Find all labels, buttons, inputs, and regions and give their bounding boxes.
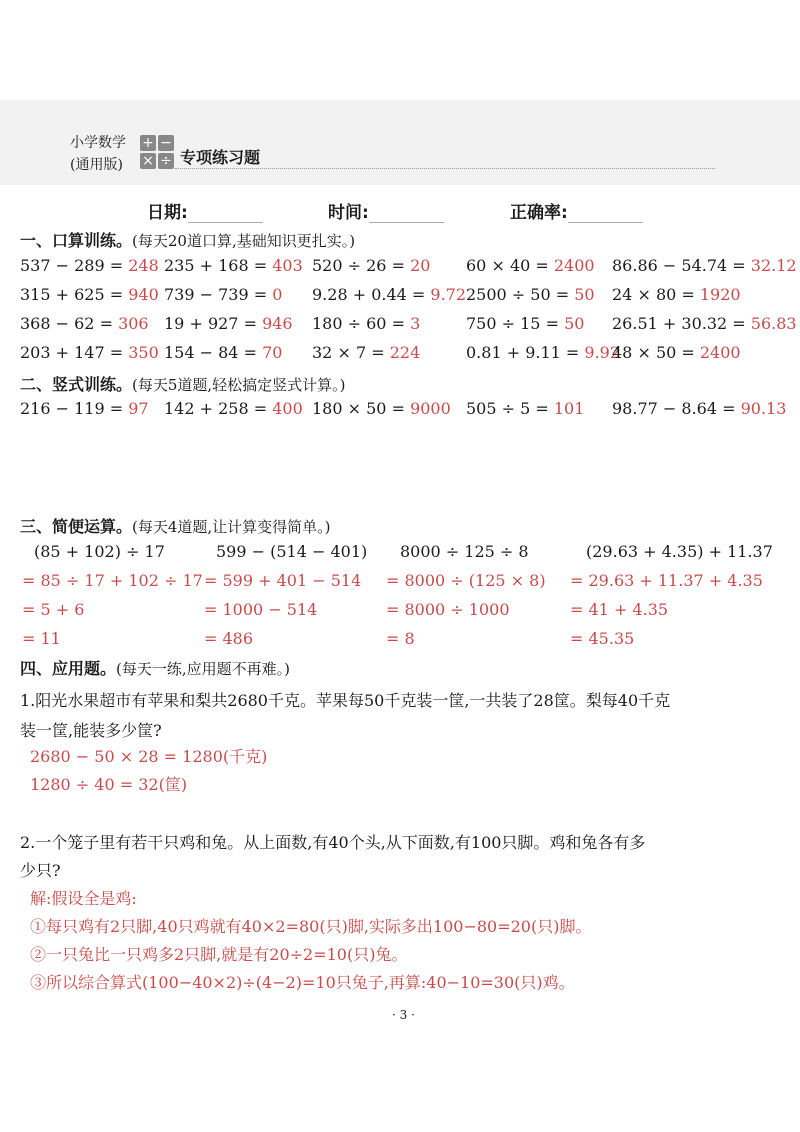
oral-equation-1-1: [164, 285, 282, 304]
oral-equation-2-4: [612, 314, 797, 333]
accuracy-label: 正确率:: [510, 203, 568, 223]
simplify-step-1-0: = 599 + 401 − 514: [204, 571, 362, 590]
simplify-question-1: 599 − (514 − 401): [216, 542, 368, 561]
section-simplify-title: 三、简便运算。(每天4道题,让计算变得简单。): [20, 517, 331, 536]
oral-equation-3-4-answer: 2400: [699, 343, 741, 362]
vertical-equation-4-answer: 90.13: [740, 399, 787, 418]
oral-equation-3-3: [466, 343, 620, 362]
date-label: 日期:: [147, 203, 188, 223]
simplify-step-3-0: = 29.63 + 11.37 + 4.35: [570, 571, 763, 590]
simplify-step-2-1: = 8000 ÷ 1000: [386, 600, 510, 619]
oral-equation-1-0-question: 315 + 625 =: [20, 285, 129, 304]
simplify-question-0: (85 + 102) ÷ 17: [34, 542, 165, 561]
oral-equation-1-0: [20, 285, 159, 304]
simplify-step-3-2: = 45.35: [570, 629, 635, 648]
header-dotted-rule: [175, 168, 715, 169]
divide-icon: ÷: [158, 153, 174, 169]
problem2-solution-2: ①每只鸡有2只脚,40只鸡就有40×2=80(只)脚,实际多出100−80=20(只)脚。: [30, 917, 592, 936]
simplify-question-3: (29.63 + 4.35) + 11.37: [586, 542, 773, 561]
oral-equation-2-0-question: 368 − 62 =: [20, 314, 119, 333]
page-number: · 3 ·: [392, 1008, 415, 1022]
problem1-line2: 装一筐,能装多少筐?: [20, 721, 162, 740]
oral-equation-1-4-question: 24 × 80 =: [612, 285, 700, 304]
problem1-solution-2: 1280 ÷ 40 = 32(筐): [30, 775, 188, 794]
section-vertical-note: (每天5道题,轻松搞定竖式计算。): [132, 376, 346, 394]
oral-equation-1-2-answer: 9.72: [430, 285, 467, 304]
oral-equation-0-2-answer: 20: [410, 256, 431, 275]
problem1-solution-1: 2680 − 50 × 28 = 1280(千克): [30, 747, 268, 766]
oral-equation-2-2-answer: 3: [410, 314, 421, 333]
problem2-solution-4: ③所以综合算式(100−40×2)÷(4−2)=10只兔子,再算:40−10=30(只)鸡。: [30, 973, 575, 992]
date-blank: [188, 206, 263, 223]
oral-equation-2-0-answer: 306: [118, 314, 149, 333]
book-title: [70, 132, 126, 176]
section-oral-note: (每天20道口算,基础知识更扎实。): [132, 232, 356, 250]
oral-equation-1-1-answer: 0: [272, 285, 283, 304]
oral-equation-3-2: [312, 343, 420, 362]
problem1-line1: 1.阳光水果超市有苹果和梨共2680千克。苹果每50千克装一筐,一共装了28筐。梨每40千克: [20, 691, 671, 710]
oral-equation-2-4-question: 26.51 + 30.32 =: [612, 314, 751, 333]
oral-equation-2-1-question: 19 + 927 =: [164, 314, 263, 333]
oral-equation-0-4-answer: 32.12: [750, 256, 797, 275]
simplify-step-0-1: = 5 + 6: [22, 600, 85, 619]
section-oral-title: 一、口算训练。(每天20道口算,基础知识更扎实。): [20, 231, 356, 250]
vertical-equation-2-answer: 9000: [410, 399, 451, 418]
oral-equation-1-4-answer: 1920: [699, 285, 741, 304]
oral-equation-0-3-answer: 2400: [553, 256, 595, 275]
vertical-equation-1: [164, 399, 303, 418]
oral-equation-0-0: [20, 256, 159, 275]
simplify-step-1-1: = 1000 − 514: [204, 600, 318, 619]
vertical-equation-4: [612, 399, 786, 418]
vertical-equation-2-question: 180 × 50 =: [312, 399, 411, 418]
simplify-step-3-1: = 41 + 4.35: [570, 600, 669, 619]
oral-equation-2-3-question: 750 ÷ 15 =: [466, 314, 565, 333]
section-word-note: (每天一练,应用题不再难。): [116, 660, 290, 678]
oral-equation-1-3: [466, 285, 595, 304]
simplify-question-2: 8000 ÷ 125 ÷ 8: [400, 542, 529, 561]
oral-equation-0-3: [466, 256, 595, 275]
oral-equation-3-1-answer: 70: [262, 343, 283, 362]
oral-equation-3-0: [20, 343, 159, 362]
oral-equation-3-4: [612, 343, 741, 362]
section-vertical-title: 二、竖式训练。(每天5道题,轻松搞定竖式计算。): [20, 375, 346, 394]
operators-logo: [140, 135, 176, 171]
oral-equation-3-1: [164, 343, 282, 362]
oral-equation-3-1-question: 154 − 84 =: [164, 343, 263, 362]
oral-equation-1-3-answer: 50: [574, 285, 595, 304]
oral-equation-0-0-answer: 248: [128, 256, 159, 275]
oral-equation-3-3-answer: 9.92: [584, 343, 621, 362]
oral-equation-2-3-answer: 50: [564, 314, 585, 333]
oral-equation-0-1: [164, 256, 303, 275]
simplify-step-0-2: = 11: [22, 629, 61, 648]
time-field: [328, 198, 444, 223]
oral-equation-2-2-question: 180 ÷ 60 =: [312, 314, 411, 333]
problem2-line2: 少只?: [20, 861, 61, 880]
problem2-line1: 2.一个笼子里有若干只鸡和兔。从上面数,有40个头,从下面数,有100只脚。鸡和兔各有多: [20, 833, 646, 852]
time-blank: [369, 206, 444, 223]
accuracy-field: [510, 198, 643, 223]
oral-equation-0-4-question: 86.86 − 54.74 =: [612, 256, 751, 275]
oral-equation-1-2: [312, 285, 466, 304]
vertical-equation-0-question: 216 − 119 =: [20, 399, 129, 418]
oral-equation-2-4-answer: 56.83: [750, 314, 797, 333]
time-label: 时间:: [328, 203, 369, 223]
oral-equation-3-2-answer: 224: [389, 343, 421, 362]
oral-equation-1-0-answer: 940: [128, 285, 159, 304]
oral-equation-2-3: [466, 314, 584, 333]
simplify-step-0-0: = 85 ÷ 17 + 102 ÷ 17: [22, 571, 203, 590]
oral-equation-3-3-question: 0.81 + 9.11 =: [466, 343, 585, 362]
oral-equation-0-1-answer: 403: [272, 256, 303, 275]
oral-equation-1-3-question: 2500 ÷ 50 =: [466, 285, 575, 304]
oral-equation-2-2: [312, 314, 420, 333]
vertical-equation-0: [20, 399, 149, 418]
minus-icon: −: [158, 135, 174, 151]
accuracy-blank: [568, 206, 643, 223]
vertical-equation-0-answer: 97: [128, 399, 149, 418]
oral-equation-1-1-question: 739 − 739 =: [164, 285, 273, 304]
vertical-equation-1-question: 142 + 258 =: [164, 399, 273, 418]
date-field: [147, 198, 263, 223]
plus-icon: +: [140, 135, 156, 151]
oral-equation-2-1: [164, 314, 293, 333]
vertical-equation-1-answer: 400: [272, 399, 303, 418]
oral-equation-0-2-question: 520 ÷ 26 =: [312, 256, 411, 275]
oral-equation-1-4: [612, 285, 741, 304]
vertical-equation-3-question: 505 ÷ 5 =: [466, 399, 554, 418]
top-margin: [0, 0, 800, 100]
oral-equation-2-1-answer: 946: [262, 314, 293, 333]
book-title-line2: (通用版): [70, 157, 123, 173]
problem2-solution-3: ②一只兔比一只鸡多2只脚,就是有20÷2=10(只)兔。: [30, 945, 408, 964]
oral-equation-0-0-question: 537 − 289 =: [20, 256, 129, 275]
oral-equation-0-1-question: 235 + 168 =: [164, 256, 273, 275]
problem2-solution-1: 解:假设全是鸡:: [30, 889, 137, 908]
oral-equation-0-4: [612, 256, 797, 275]
section-word-title: 四、应用题。(每天一练,应用题不再难。): [20, 659, 290, 678]
oral-equation-3-4-question: 48 × 50 =: [612, 343, 700, 362]
page-title: 专项练习题: [180, 148, 261, 167]
times-icon: ×: [140, 153, 156, 169]
vertical-equation-3: [466, 399, 584, 418]
section-simplify-note: (每天4道题,让计算变得简单。): [132, 518, 331, 536]
book-title-line1: 小学数学: [70, 135, 126, 151]
simplify-step-2-2: = 8: [386, 629, 415, 648]
vertical-equation-3-answer: 101: [553, 399, 585, 418]
vertical-equation-2: [312, 399, 451, 418]
oral-equation-0-2: [312, 256, 430, 275]
oral-equation-0-3-question: 60 × 40 =: [466, 256, 554, 275]
oral-equation-3-0-answer: 350: [128, 343, 159, 362]
oral-equation-3-0-question: 203 + 147 =: [20, 343, 129, 362]
vertical-equation-4-question: 98.77 − 8.64 =: [612, 399, 741, 418]
oral-equation-1-2-question: 9.28 + 0.44 =: [312, 285, 431, 304]
oral-equation-3-2-question: 32 × 7 =: [312, 343, 390, 362]
simplify-step-2-0: = 8000 ÷ (125 × 8): [386, 571, 546, 590]
oral-equation-2-0: [20, 314, 149, 333]
simplify-step-1-2: = 486: [204, 629, 254, 648]
